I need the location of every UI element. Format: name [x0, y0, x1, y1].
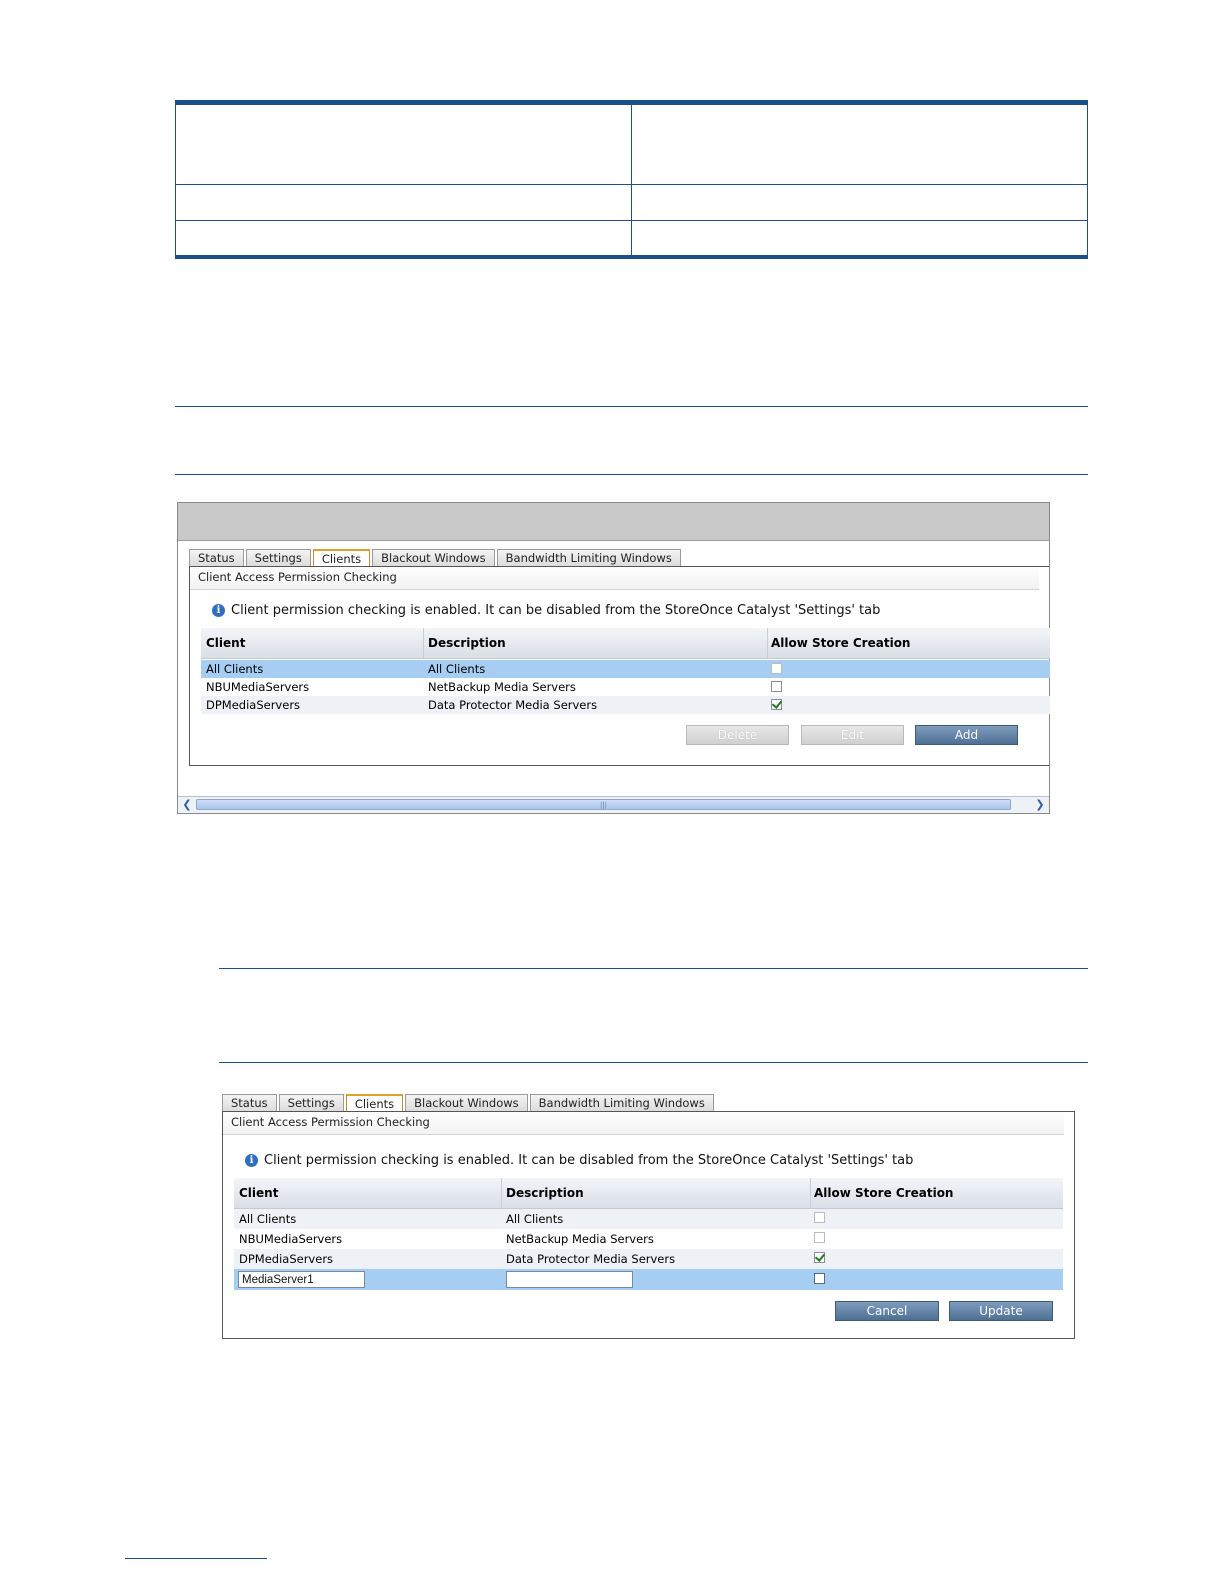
tab-settings[interactable]: Settings	[246, 549, 311, 566]
chevron-left-icon[interactable]: ❮	[182, 798, 192, 811]
window-header-bar	[178, 503, 1049, 541]
tab-bar	[222, 1094, 714, 1112]
client-description: Data Protector Media Servers	[428, 698, 598, 712]
tab-bandwidth-limiting-windows[interactable]: Bandwidth Limiting Windows	[497, 549, 681, 566]
edit-button[interactable]: Edit	[801, 725, 904, 745]
client-description: Data Protector Media Servers	[506, 1252, 676, 1266]
tab-blackout-windows[interactable]: Blackout Windows	[405, 1094, 528, 1111]
info-text: Client permission checking is enabled. It can be disabled from the StoreOnce Catalyst 'Settings' tab	[264, 1153, 914, 1168]
column-header-client[interactable]: Client	[206, 636, 246, 650]
allow-store-creation-checkbox[interactable]	[771, 699, 782, 710]
note-rule-bottom	[175, 474, 1088, 475]
clients-screenshot-1	[177, 502, 1050, 814]
note-rule-bottom	[219, 1062, 1088, 1063]
client-name: NBUMediaServers	[239, 1232, 343, 1246]
client-description: All Clients	[428, 662, 486, 676]
document-table	[175, 100, 1088, 259]
horizontal-scrollbar[interactable]	[178, 796, 1049, 813]
tab-bar	[189, 549, 681, 567]
allow-store-creation-checkbox[interactable]	[814, 1252, 825, 1263]
table-row	[175, 105, 1088, 185]
table-row[interactable]	[201, 696, 1050, 714]
panel-title: Client Access Permission Checking	[223, 1112, 1064, 1135]
client-description: NetBackup Media Servers	[428, 680, 576, 694]
client-name: DPMediaServers	[206, 698, 301, 712]
column-header-description[interactable]: Description	[428, 636, 506, 650]
column-header-allow-store-creation[interactable]: Allow Store Creation	[771, 636, 911, 650]
client-access-panel	[222, 1111, 1075, 1339]
allow-store-creation-checkbox[interactable]	[771, 663, 782, 674]
tab-bandwidth-limiting-windows[interactable]: Bandwidth Limiting Windows	[530, 1094, 714, 1111]
new-client-allow-store-creation-checkbox[interactable]	[814, 1273, 825, 1284]
table-row[interactable]	[234, 1229, 1063, 1249]
note-rule-top	[219, 968, 1088, 969]
table-row[interactable]	[234, 1209, 1063, 1229]
tab-clients[interactable]: Clients	[313, 549, 370, 567]
scrollbar-thumb[interactable]: |||	[196, 799, 1011, 810]
new-client-name-input[interactable]	[238, 1271, 365, 1288]
new-client-row[interactable]	[234, 1269, 1063, 1290]
client-name: DPMediaServers	[239, 1252, 334, 1266]
cancel-button[interactable]: Cancel	[835, 1301, 939, 1321]
column-header-client[interactable]: Client	[239, 1186, 279, 1200]
info-icon: i	[212, 604, 225, 617]
table-row	[175, 185, 1088, 221]
delete-button[interactable]: Delete	[686, 725, 789, 745]
update-button[interactable]: Update	[949, 1301, 1053, 1321]
info-message	[212, 603, 880, 618]
allow-store-creation-checkbox[interactable]	[814, 1232, 825, 1243]
tab-settings[interactable]: Settings	[279, 1094, 344, 1111]
grid-header	[234, 1178, 1063, 1209]
table-row[interactable]	[234, 1249, 1063, 1269]
clients-grid	[234, 1178, 1063, 1290]
allow-store-creation-checkbox[interactable]	[814, 1212, 825, 1223]
clients-grid	[201, 628, 1050, 714]
clients-screenshot-2	[222, 1094, 1075, 1339]
client-description: NetBackup Media Servers	[506, 1232, 654, 1246]
info-message	[245, 1153, 913, 1168]
info-icon: i	[245, 1154, 258, 1167]
tab-status[interactable]: Status	[189, 549, 244, 566]
chevron-right-icon[interactable]: ❯	[1035, 798, 1045, 811]
panel-title: Client Access Permission Checking	[190, 567, 1039, 590]
column-header-description[interactable]: Description	[506, 1186, 584, 1200]
tab-blackout-windows[interactable]: Blackout Windows	[372, 549, 495, 566]
new-client-description-input[interactable]	[506, 1271, 633, 1288]
add-button[interactable]: Add	[915, 725, 1018, 745]
grid-header	[201, 628, 1050, 659]
table-row[interactable]	[201, 678, 1050, 696]
tab-status[interactable]: Status	[222, 1094, 277, 1111]
table-row[interactable]	[201, 660, 1050, 678]
column-header-allow-store-creation[interactable]: Allow Store Creation	[814, 1186, 954, 1200]
allow-store-creation-checkbox[interactable]	[771, 681, 782, 692]
client-name: NBUMediaServers	[206, 680, 310, 694]
tab-clients[interactable]: Clients	[346, 1094, 403, 1112]
note-rule-top	[175, 406, 1088, 407]
client-name: All Clients	[239, 1212, 297, 1226]
footnote-rule	[125, 1558, 267, 1559]
client-name: All Clients	[206, 662, 264, 676]
client-description: All Clients	[506, 1212, 564, 1226]
client-access-panel	[189, 566, 1049, 766]
info-text: Client permission checking is enabled. It can be disabled from the StoreOnce Catalyst 'Settings' tab	[231, 603, 881, 618]
